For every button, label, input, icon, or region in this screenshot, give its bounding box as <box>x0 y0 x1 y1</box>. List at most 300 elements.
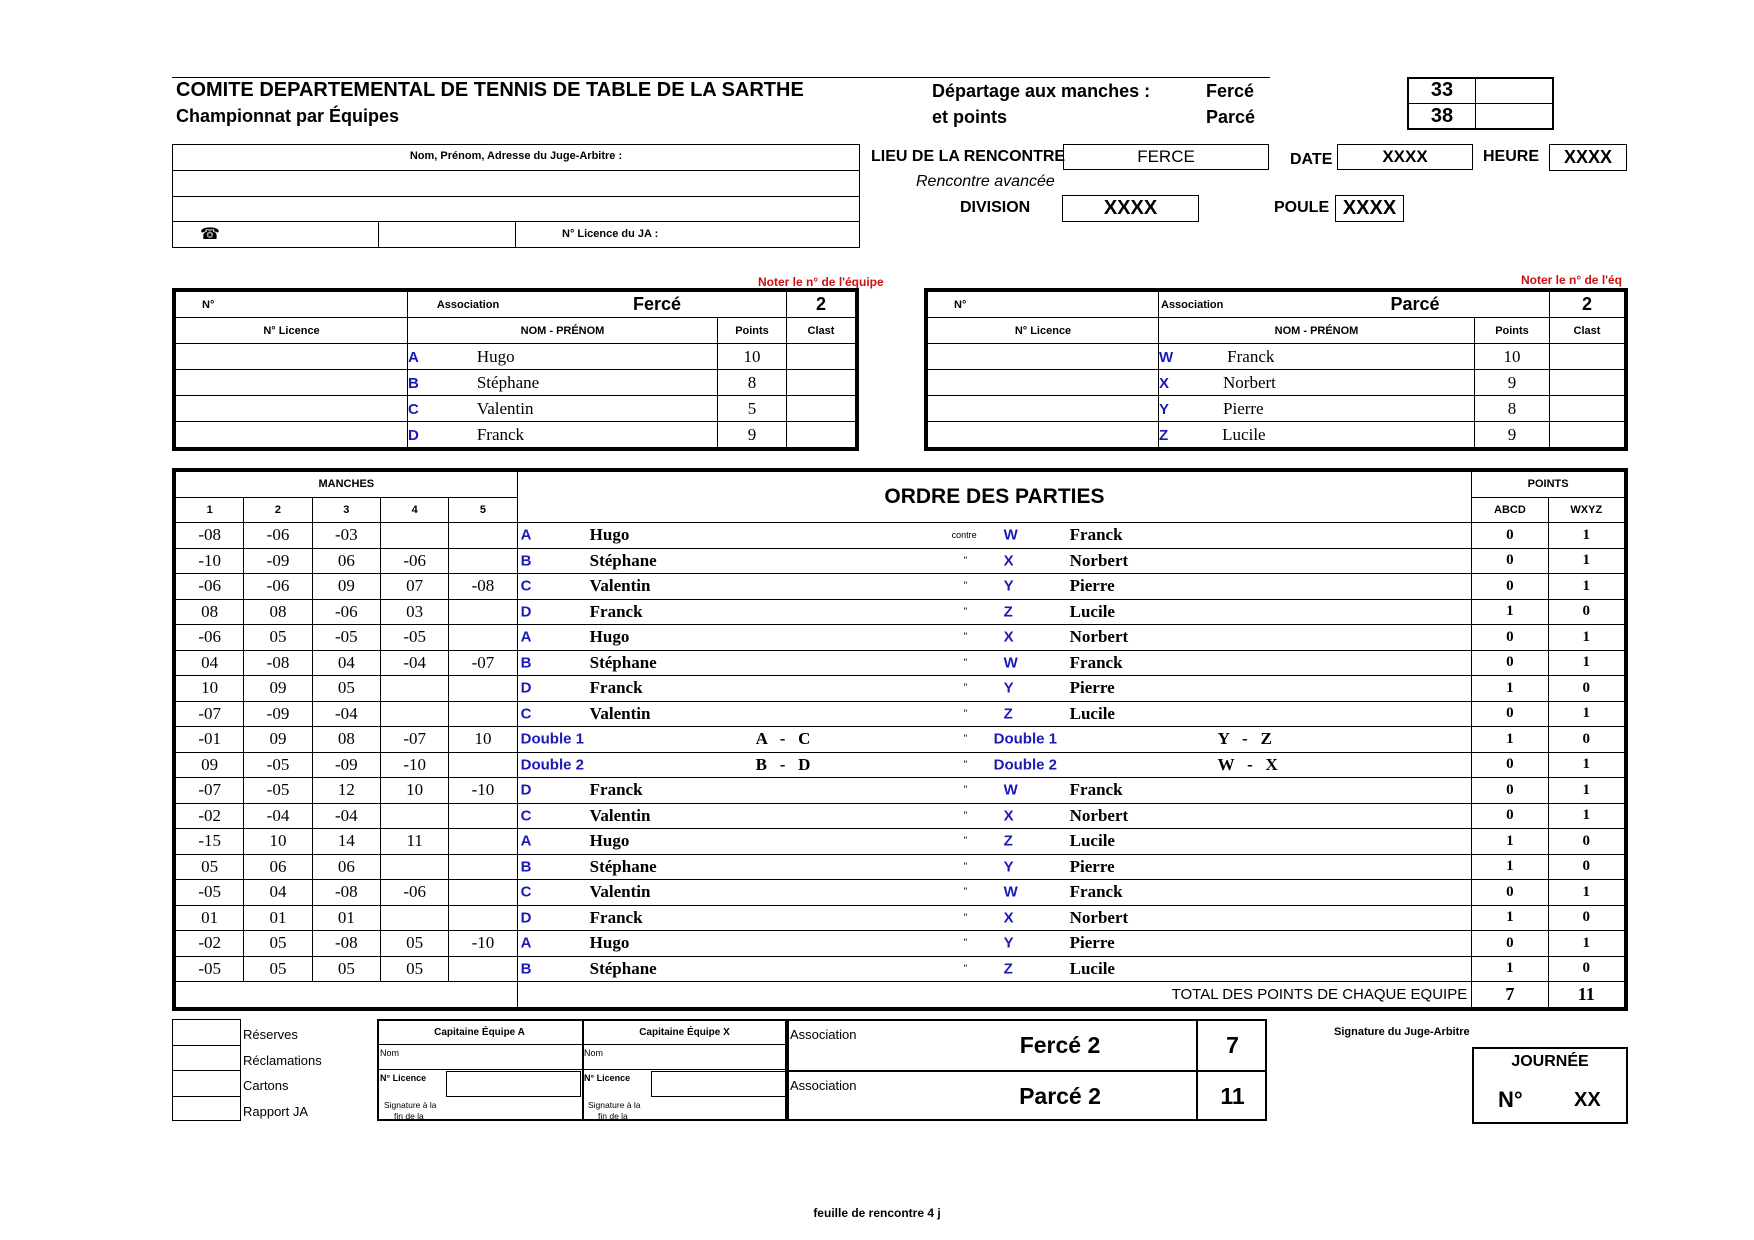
home-player: Valentin <box>589 882 651 902</box>
set-score[interactable]: -06 <box>176 574 244 600</box>
set-score[interactable]: -04 <box>312 803 380 829</box>
set-score[interactable]: 09 <box>244 727 312 753</box>
away-team-name: Parcé <box>1281 292 1550 318</box>
set-score[interactable]: 06 <box>312 854 380 880</box>
ditto-mark: " <box>963 606 968 618</box>
game-matchup <box>517 829 1472 855</box>
ditto-mark: " <box>963 886 968 898</box>
away-letter: Y <box>1003 577 1014 595</box>
set-score[interactable]: 05 <box>244 956 312 982</box>
set-score[interactable] <box>449 956 517 982</box>
set-score[interactable]: -08 <box>449 574 517 600</box>
set-score[interactable]: -07 <box>176 778 244 804</box>
player-points: 8 <box>718 370 787 396</box>
result-association-label: Association <box>790 1078 857 1093</box>
away-player: Franck <box>1069 882 1123 902</box>
away-letter: X <box>1003 628 1014 646</box>
game-matchup <box>517 905 1472 931</box>
ditto-mark: " <box>963 810 968 822</box>
set-score[interactable] <box>449 829 517 855</box>
set-score[interactable]: 08 <box>312 727 380 753</box>
association-label: Association <box>408 292 529 318</box>
ditto-mark: " <box>963 682 968 694</box>
game-row <box>176 676 1625 702</box>
set-score[interactable]: -06 <box>380 548 448 574</box>
points-wxyz: 0 <box>1548 676 1624 702</box>
points-wxyz: 0 <box>1548 599 1624 625</box>
set-score[interactable]: 01 <box>176 905 244 931</box>
set-score[interactable]: -04 <box>380 650 448 676</box>
result-away-team: Parcé 2 <box>1019 1083 1101 1109</box>
set-score[interactable] <box>380 803 448 829</box>
points-wxyz: 1 <box>1548 523 1624 549</box>
away-player: Pierre <box>1069 576 1115 596</box>
player-name: Lucile <box>1222 424 1266 444</box>
set-score[interactable]: -05 <box>176 880 244 906</box>
home-player: Franck <box>589 780 643 800</box>
game-row <box>176 905 1625 931</box>
points-abcd: 0 <box>1472 752 1548 778</box>
set-score[interactable]: 08 <box>176 599 244 625</box>
set-score[interactable]: 11 <box>380 829 448 855</box>
away-player: Pierre <box>1069 856 1115 876</box>
games-table <box>172 468 1628 1011</box>
set-score[interactable]: -04 <box>244 803 312 829</box>
points-abcd: 1 <box>1472 829 1548 855</box>
set-number: 3 <box>312 497 380 523</box>
set-score[interactable]: -07 <box>380 727 448 753</box>
set-score[interactable]: -09 <box>244 701 312 727</box>
result-away-score: 11 <box>1220 1083 1245 1109</box>
points-wxyz: 0 <box>1548 956 1624 982</box>
away-letter: X <box>1003 807 1014 825</box>
division-label: DIVISION <box>960 199 1031 216</box>
set-score[interactable]: -06 <box>176 625 244 651</box>
home-player: Franck <box>589 601 643 621</box>
ditto-mark: " <box>963 937 968 949</box>
game-matchup <box>517 803 1472 829</box>
captain-a-label: Capitaine Équipe A <box>434 1027 525 1038</box>
ja-signature-label: Signature du Juge-Arbitre <box>1334 1026 1470 1038</box>
game-matchup <box>517 778 1472 804</box>
set-score[interactable]: 04 <box>244 880 312 906</box>
set-score[interactable]: -09 <box>244 548 312 574</box>
check-cartons[interactable]: Cartons <box>243 1078 289 1093</box>
set-score[interactable]: 06 <box>244 854 312 880</box>
tiebreak-label: Départage aux manches : <box>932 81 1151 101</box>
game-row <box>176 625 1625 651</box>
set-score[interactable]: -05 <box>176 956 244 982</box>
set-score[interactable] <box>449 625 517 651</box>
set-score[interactable] <box>380 523 448 549</box>
points-abcd: 0 <box>1472 931 1548 957</box>
set-score[interactable]: 12 <box>312 778 380 804</box>
away-player: Lucile <box>1069 958 1115 978</box>
game-matchup <box>517 625 1472 651</box>
set-score[interactable] <box>449 905 517 931</box>
set-score[interactable]: -08 <box>244 650 312 676</box>
player-row <box>928 422 1625 448</box>
game-matchup <box>517 931 1472 957</box>
check-reserves[interactable]: Réserves <box>243 1027 298 1042</box>
set-score[interactable]: -06 <box>244 574 312 600</box>
home-team-number: 2 <box>787 292 856 318</box>
set-score[interactable] <box>449 676 517 702</box>
game-row <box>176 854 1625 880</box>
set-score[interactable]: -10 <box>449 931 517 957</box>
set-score[interactable]: 05 <box>312 956 380 982</box>
pool-value-text: XXXX <box>1342 197 1397 219</box>
game-matchup <box>517 523 1472 549</box>
check-reclamations[interactable]: Réclamations <box>243 1053 322 1068</box>
away-player: Y - Z <box>1217 729 1272 749</box>
home-letter: D <box>520 679 532 697</box>
player-name: Stéphane <box>476 372 540 392</box>
player-letter: Y <box>1159 400 1170 418</box>
home-letter: B <box>520 552 532 570</box>
total-abcd: 7 <box>1472 982 1548 1008</box>
game-row <box>176 650 1625 676</box>
game-matchup <box>517 956 1472 982</box>
home-letter: C <box>520 577 532 595</box>
result-association-label: Association <box>790 1027 857 1042</box>
home-letter: C <box>520 807 532 825</box>
points-wxyz: 0 <box>1548 829 1624 855</box>
set-score[interactable]: -10 <box>380 752 448 778</box>
set-score[interactable]: -06 <box>380 880 448 906</box>
set-score[interactable]: -06 <box>244 523 312 549</box>
division-value[interactable] <box>1062 195 1199 222</box>
player-letter: Z <box>1159 426 1169 444</box>
check-rapport[interactable]: Rapport JA <box>243 1104 309 1119</box>
set-score[interactable] <box>449 880 517 906</box>
player-points: 10 <box>718 344 787 370</box>
set-score[interactable]: -08 <box>312 880 380 906</box>
ditto-mark: " <box>963 963 968 975</box>
home-letter: D <box>520 909 532 927</box>
game-row <box>176 829 1625 855</box>
set-score[interactable]: 09 <box>312 574 380 600</box>
set-score[interactable]: 01 <box>244 905 312 931</box>
captain-x-licence-field[interactable] <box>651 1071 786 1097</box>
set-score[interactable]: -01 <box>176 727 244 753</box>
set-score[interactable]: 14 <box>312 829 380 855</box>
points-abcd: 1 <box>1472 905 1548 931</box>
points-wxyz: 1 <box>1548 778 1624 804</box>
manches-header: MANCHES <box>176 472 518 498</box>
captain-a-nom: Nom <box>380 1048 400 1058</box>
away-team-number: 2 <box>1550 292 1625 318</box>
set-score[interactable]: 05 <box>244 625 312 651</box>
points-wxyz: 1 <box>1548 548 1624 574</box>
game-row <box>176 548 1625 574</box>
away-player: Lucile <box>1069 703 1115 723</box>
game-row <box>176 931 1625 957</box>
set-score[interactable]: -08 <box>176 523 244 549</box>
set-score[interactable]: 04 <box>312 650 380 676</box>
home-player: Franck <box>589 678 643 698</box>
set-score[interactable] <box>380 854 448 880</box>
set-score[interactable]: -02 <box>176 803 244 829</box>
time-value-text: XXXX <box>1563 147 1613 167</box>
date-value[interactable] <box>1337 144 1473 170</box>
player-letter: W <box>1159 348 1174 366</box>
ditto-mark: " <box>963 631 968 643</box>
set-score[interactable] <box>449 523 517 549</box>
tiebreak-team-1: Fercé <box>1206 81 1255 101</box>
home-player: Hugo <box>589 933 630 953</box>
points-abcd: 1 <box>1472 727 1548 753</box>
player-points: 5 <box>718 396 787 422</box>
set-score[interactable]: 05 <box>312 676 380 702</box>
away-letter: Double 1 <box>993 730 1057 748</box>
set-score[interactable]: -10 <box>176 548 244 574</box>
points-abcd: 0 <box>1472 523 1548 549</box>
set-score[interactable]: 03 <box>380 599 448 625</box>
away-letter: Z <box>1003 705 1013 723</box>
pool-label: POULE <box>1274 199 1330 216</box>
ditto-mark: " <box>963 708 968 720</box>
home-player: Hugo <box>589 831 630 851</box>
set-score[interactable]: 05 <box>176 854 244 880</box>
set-score[interactable]: 04 <box>176 650 244 676</box>
home-player: B - D <box>755 754 811 774</box>
set-score[interactable]: -05 <box>244 778 312 804</box>
player-row <box>928 370 1625 396</box>
player-name: Valentin <box>476 398 534 418</box>
set-score[interactable] <box>449 752 517 778</box>
set-score[interactable]: 05 <box>380 931 448 957</box>
away-letter: W <box>1003 781 1018 799</box>
sig-line: Signature à la <box>384 1100 437 1110</box>
set-score[interactable] <box>449 599 517 625</box>
ditto-mark: " <box>963 912 968 924</box>
set-number: 4 <box>380 497 448 523</box>
set-score[interactable]: 10 <box>244 829 312 855</box>
captain-a-licence-field[interactable] <box>446 1071 581 1097</box>
home-letter: B <box>520 960 532 978</box>
away-player: Pierre <box>1069 933 1115 953</box>
home-player: Stéphane <box>589 550 657 570</box>
game-row <box>176 574 1625 600</box>
set-score[interactable]: 01 <box>312 905 380 931</box>
player-letter: C <box>408 400 419 418</box>
set-score[interactable]: 09 <box>244 676 312 702</box>
set-score[interactable]: 05 <box>244 931 312 957</box>
tiebreak-team-2: Parcé <box>1206 107 1256 127</box>
game-matchup <box>517 574 1472 600</box>
away-team-table <box>924 288 1628 451</box>
set-score[interactable] <box>380 676 448 702</box>
set-score[interactable]: 10 <box>449 727 517 753</box>
set-score[interactable]: -05 <box>244 752 312 778</box>
team-note-right: Noter le n° de l'éq <box>1521 273 1623 287</box>
set-score[interactable]: -04 <box>312 701 380 727</box>
home-letter: D <box>520 603 532 621</box>
points-abcd: 0 <box>1472 625 1548 651</box>
captain-x-licence: N° Licence <box>584 1073 631 1083</box>
set-score[interactable]: -10 <box>449 778 517 804</box>
no-label: N° <box>176 292 408 318</box>
player-name: Franck <box>1227 346 1275 366</box>
set-score[interactable]: -15 <box>176 829 244 855</box>
away-player: Franck <box>1069 652 1123 672</box>
advanced-label: Rencontre avancée <box>916 173 1055 190</box>
points-abcd: 1 <box>1472 676 1548 702</box>
captain-a-licence: N° Licence <box>380 1073 427 1083</box>
col-abcd: ABCD <box>1472 497 1548 523</box>
set-score[interactable]: -06 <box>312 599 380 625</box>
away-player: Norbert <box>1069 627 1129 647</box>
player-name: Norbert <box>1223 372 1276 392</box>
points-abcd: 1 <box>1472 854 1548 880</box>
result-home-score: 7 <box>1226 1032 1239 1058</box>
player-name: Pierre <box>1223 398 1264 418</box>
away-letter: Y <box>1003 679 1014 697</box>
points-abcd: 0 <box>1472 548 1548 574</box>
points-wxyz: 1 <box>1548 625 1624 651</box>
journee-label: JOURNÉE <box>1511 1053 1589 1070</box>
home-letter: C <box>520 883 532 901</box>
set-score[interactable] <box>380 905 448 931</box>
game-row <box>176 701 1625 727</box>
name-col: NOM - PRÉNOM <box>408 318 718 344</box>
total-wxyz: 11 <box>1548 982 1624 1008</box>
set-score[interactable]: 05 <box>380 956 448 982</box>
away-letter: X <box>1003 909 1014 927</box>
set-score[interactable]: 09 <box>176 752 244 778</box>
col-wxyz: WXYZ <box>1548 497 1624 523</box>
game-row <box>176 956 1625 982</box>
set-score[interactable]: -07 <box>176 701 244 727</box>
game-row <box>176 803 1625 829</box>
home-letter: A <box>520 832 532 850</box>
set-score[interactable]: -03 <box>312 523 380 549</box>
phone-icon: ☎ <box>200 224 220 243</box>
set-score[interactable]: 08 <box>244 599 312 625</box>
points-wxyz: 1 <box>1548 574 1624 600</box>
player-row <box>928 344 1625 370</box>
player-points: 9 <box>718 422 787 448</box>
player-points: 9 <box>1475 422 1550 448</box>
date-value-text: XXXX <box>1382 147 1428 166</box>
journee-value: XX <box>1574 1089 1601 1111</box>
set-number: 1 <box>176 497 244 523</box>
set-score[interactable]: 07 <box>380 574 448 600</box>
clast-col: Clast <box>787 318 856 344</box>
licence-col: N° Licence <box>176 318 408 344</box>
set-score[interactable] <box>449 854 517 880</box>
pool-value[interactable] <box>1335 195 1404 222</box>
home-letter: C <box>520 705 532 723</box>
points-abcd: 0 <box>1472 778 1548 804</box>
ditto-mark: " <box>963 733 968 745</box>
place-value[interactable] <box>1063 144 1269 170</box>
points-wxyz: 1 <box>1548 701 1624 727</box>
contre-label: contre <box>951 530 977 541</box>
order-title: ORDRE DES PARTIES <box>517 472 1472 523</box>
page-subtitle: Championnat par Équipes <box>176 106 400 126</box>
set-score[interactable] <box>449 548 517 574</box>
set-score[interactable]: -07 <box>449 650 517 676</box>
player-name: Hugo <box>476 346 515 366</box>
division-value-text: XXXX <box>1103 197 1158 219</box>
points-abcd: 0 <box>1472 701 1548 727</box>
player-row <box>176 344 856 370</box>
home-player: A - C <box>755 729 811 749</box>
time-value[interactable] <box>1549 144 1627 171</box>
home-player: Stéphane <box>589 958 657 978</box>
home-player: Franck <box>589 907 643 927</box>
points-wxyz: 0 <box>1548 727 1624 753</box>
set-score[interactable]: 10 <box>176 676 244 702</box>
team-note-left: Noter le n° de l'équipe <box>758 275 884 289</box>
captain-x-nom: Nom <box>584 1048 604 1058</box>
ja-licence-label: N° Licence du JA : <box>562 228 659 240</box>
set-score[interactable] <box>380 701 448 727</box>
game-matchup <box>517 727 1472 753</box>
points-abcd: 0 <box>1472 880 1548 906</box>
away-letter: W <box>1003 883 1018 901</box>
game-matchup <box>517 676 1472 702</box>
away-player: Norbert <box>1069 550 1129 570</box>
captain-x-label: Capitaine Équipe X <box>639 1027 730 1038</box>
set-score[interactable]: 06 <box>312 548 380 574</box>
set-number: 2 <box>244 497 312 523</box>
away-letter: W <box>1003 654 1018 672</box>
captain-x-signature <box>588 1100 640 1122</box>
set-score[interactable] <box>449 803 517 829</box>
page-footer: feuille de rencontre 4 j <box>813 1206 941 1220</box>
game-row <box>176 880 1625 906</box>
set-score[interactable]: -08 <box>312 931 380 957</box>
points-abcd: 1 <box>1472 599 1548 625</box>
player-points: 10 <box>1475 344 1550 370</box>
ditto-mark: " <box>963 835 968 847</box>
player-letter: D <box>408 426 419 444</box>
set-score[interactable]: 10 <box>380 778 448 804</box>
set-score[interactable]: -09 <box>312 752 380 778</box>
journee-no: N° <box>1498 1087 1523 1112</box>
player-row <box>176 370 856 396</box>
set-score[interactable]: -05 <box>312 625 380 651</box>
ditto-mark: " <box>963 759 968 771</box>
player-letter: B <box>408 374 419 392</box>
home-letter: A <box>520 628 532 646</box>
away-letter: X <box>1003 552 1014 570</box>
game-matchup <box>517 880 1472 906</box>
away-letter: Z <box>1003 960 1013 978</box>
game-matchup <box>517 599 1472 625</box>
game-matchup <box>517 548 1472 574</box>
ditto-mark: " <box>963 555 968 567</box>
set-score[interactable]: -05 <box>380 625 448 651</box>
set-score[interactable] <box>449 701 517 727</box>
game-row <box>176 599 1625 625</box>
away-letter: Z <box>1003 603 1013 621</box>
player-name: Franck <box>476 424 525 444</box>
points-abcd: 0 <box>1472 574 1548 600</box>
away-letter: W <box>1003 526 1018 544</box>
set-score[interactable]: -02 <box>176 931 244 957</box>
player-points: 8 <box>1475 396 1550 422</box>
home-player: Valentin <box>589 703 651 723</box>
away-player: Pierre <box>1069 678 1115 698</box>
result-home-team: Fercé 2 <box>1019 1032 1101 1058</box>
away-player: Franck <box>1069 525 1123 545</box>
away-player: Lucile <box>1069 601 1115 621</box>
points-wxyz: 1 <box>1548 931 1624 957</box>
